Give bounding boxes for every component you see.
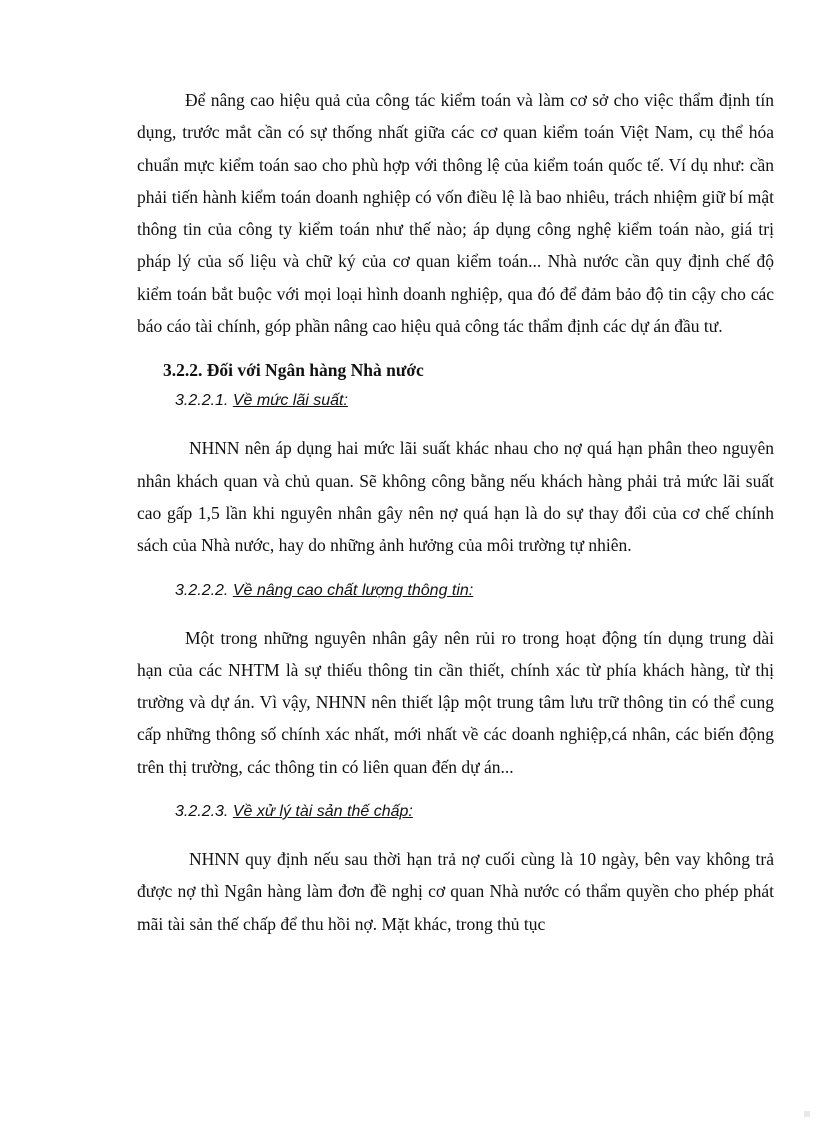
subsection-heading-2: [137, 576, 774, 606]
subsection-title-1: Về mức lãi suất:: [232, 392, 348, 410]
document-body: [137, 84, 774, 940]
subsection-paragraph-2: Một trong những nguyên nhân gây nên rủi ro trong hoạt động tín dụng trung dài hạn của các NHTM là sự thiếu thông tin cần thiết, chính xác từ phía khách hàng, từ thị trường và dự án. Vì vậy, NHNN nên thiết lập một trung tâm lưu trữ thông tin có thể cung cấp những thông số chính xác nhất, mới nhất về các doanh nghiệp,cá nhân, các biến động trên thị trường, các thông tin có liên quan đến dự án...: [137, 627, 774, 777]
subsection-heading-1: [137, 386, 774, 416]
subsection-title-2: Về nâng cao chất lượng thông tin:: [232, 581, 474, 599]
subsection-number-3: 3.2.2.3.: [175, 803, 233, 821]
subsection-number-2: 3.2.2.2.: [175, 581, 233, 599]
subsection-paragraph-3: NHNN quy định nếu sau thời hạn trả nợ cuối cùng là 10 ngày, bên vay không trả được nợ thì Ngân hàng làm đơn đề nghị cơ quan Nhà nước có thẩm quyền cho phép phát mãi tài sản thế chấp để thu hồi nợ. Mặt khác, trong thủ tục: [137, 849, 774, 934]
subsection-title-3: Về xử lý tài sản thế chấp:: [232, 803, 413, 821]
subsection-number-1: 3.2.2.1.: [175, 392, 233, 410]
corner-mark: [804, 1111, 810, 1117]
intro-paragraph: Để nâng cao hiệu quả của công tác kiểm toán và làm cơ sở cho việc thẩm định tín dụng, trước mắt cần có sự thống nhất giữa các cơ quan kiểm toán Việt Nam, cụ thể hóa chuẩn mực kiểm toán sao cho phù hợp với thông lệ của kiểm toán quốc tế. Ví dụ như: cần phải tiến hành kiểm toán doanh nghiệp có vốn điều lệ là bao nhiêu, trách nhiệm giữ bí mật thông tin của công ty kiểm toán như thế nào; áp dụng công nghệ kiểm toán nào, giá trị pháp lý của số liệu và chữ ký của cơ quan kiểm toán... Nhà nước cần quy định chế độ kiểm toán bắt buộc với mọi loại hình doanh nghiệp, qua đó để đảm bảo độ tin cậy cho các báo cáo tài chính, góp phần nâng cao hiệu quả công tác thẩm định các dự án đầu tư.: [137, 90, 774, 337]
subsection-paragraph-1: NHNN nên áp dụng hai mức lãi suất khác nhau cho nợ quá hạn phân theo nguyên nhân khách quan và chủ quan. Sẽ không công bằng nếu khách hàng phải trả mức lãi suất cao gấp 1,5 lần khi nguyên nhân gây nên nợ quá hạn là do sự thay đổi của cơ chế chính sách của Nhà nước, hay do những ảnh hưởng của môi trường tự nhiên.: [137, 438, 774, 556]
subsection-heading-3: [137, 797, 774, 827]
section-heading: 3.2.2. Đối với Ngân hàng Nhà nước: [163, 360, 424, 381]
